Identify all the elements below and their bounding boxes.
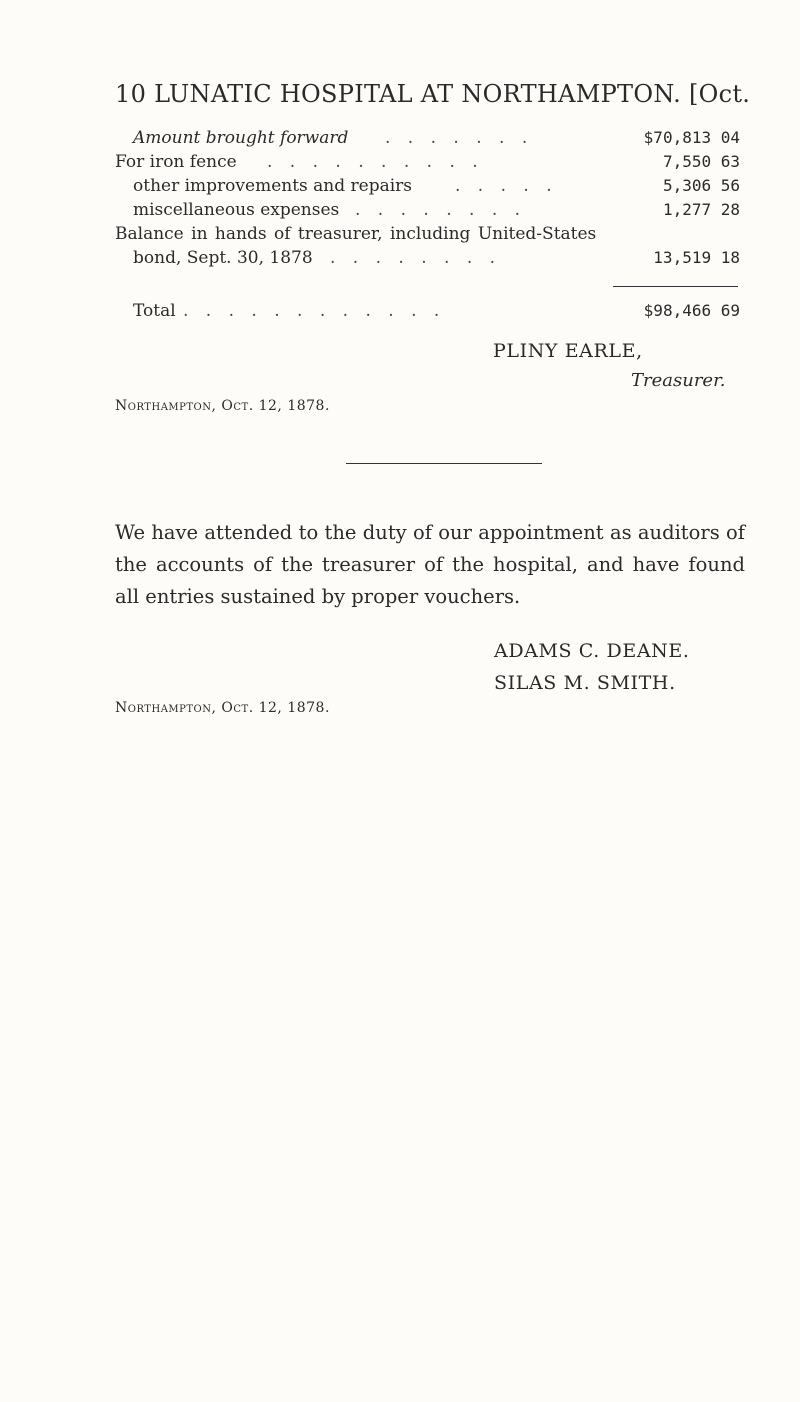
treasurer-title: Treasurer. [631,370,726,391]
treasurer-name: PLINY EARLE, [493,340,643,362]
row-amount: 1,277 28 [662,200,740,219]
auditor-signature: ADAMS C. DEANE. [494,640,690,662]
row-label: bond, Sept. 30, 1878 [133,248,313,268]
row-label: Amount brought forward [133,128,349,148]
dot-leader: . . . . . [455,176,558,196]
row-amount: 5,306 56 [662,176,740,195]
account-row [115,200,740,224]
account-row [115,224,740,248]
account-row [115,152,740,176]
section-divider [346,463,542,464]
dot-leader: . . . . . . . . . . . . [183,301,446,321]
row-amount: 7,550 63 [662,152,740,171]
dot-leader: . . . . . . . [385,128,534,148]
row-amount: $70,813 04 [643,128,740,147]
total-amount: $98,466 69 [643,301,740,320]
account-row [115,128,740,152]
sum-rule [613,286,738,287]
running-header: 10 LUNATIC HOSPITAL AT NORTHAMPTON. [Oct. [115,80,751,108]
dot-leader: . . . . . . . . . . [267,152,484,172]
total-row [115,301,740,325]
row-label: miscellaneous expenses [133,200,340,220]
dot-leader: . . . . . . . . [330,248,502,268]
auditors-statement: We have attended to the duty of our appointment as auditors of the accounts of the treasurer of the hospital, and have found all entries sustained by proper vouchers. [115,521,745,608]
row-amount: 13,519 18 [653,248,740,267]
account-row [115,176,740,200]
account-row [115,248,740,272]
row-label: Balance in hands of treasurer, including United-States [115,224,597,244]
treasurer-dateline: Northampton, Oct. 12, 1878. [115,398,330,414]
auditor-signature: SILAS M. SMITH. [494,672,676,694]
row-label: For iron fence [115,152,237,172]
auditors-dateline: Northampton, Oct. 12, 1878. [115,700,330,716]
dot-leader: . . . . . . . . [355,200,527,220]
total-label: Total [133,301,176,321]
row-label: other improvements and repairs [133,176,413,196]
